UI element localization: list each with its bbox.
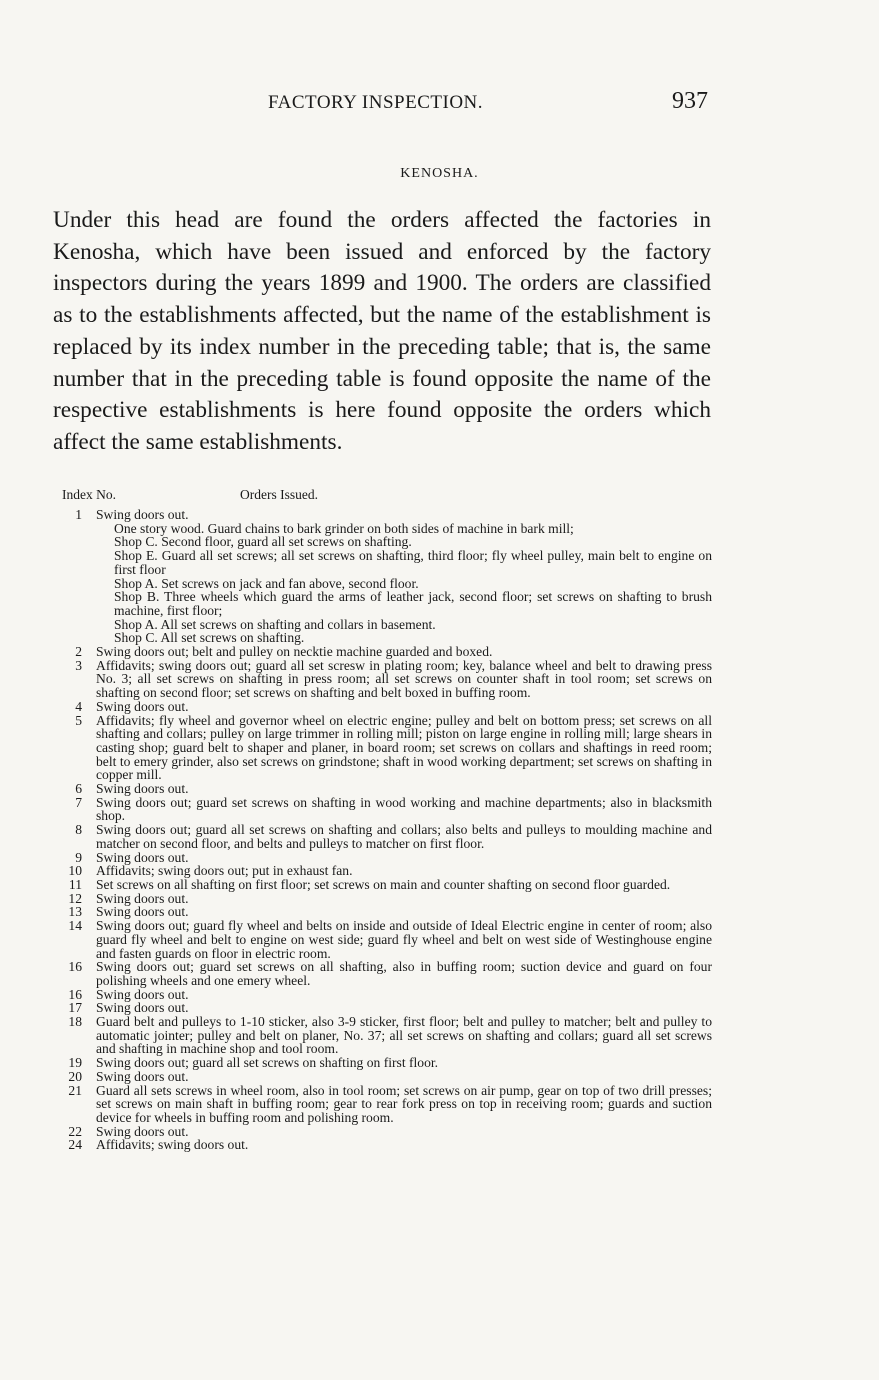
order-entry — [60, 1001, 712, 1015]
entry-index-number: 14 — [68, 918, 82, 934]
entry-index-number: 12 — [68, 890, 82, 906]
entry-index-number: 7 — [75, 794, 82, 810]
order-text: Guard belt and pulleys to 1-10 sticker, also 3-9 sticker, first floor; belt and pulley to matcher; belt and pulley to automatic jointer; pulley and belt on planer, No. 37; all set screws on shafting and collars; guard all set screws and shafting in machine shop and tool room. — [96, 1014, 712, 1057]
order-text: Swing doors out. — [96, 1068, 189, 1084]
order-text: Swing doors out. — [96, 986, 189, 1002]
order-text: Swing doors out. — [96, 904, 189, 920]
entry-index-number: 2 — [75, 644, 82, 660]
order-entry — [60, 988, 712, 1002]
order-text: Affidavits; swing doors out. — [96, 1137, 249, 1153]
order-entry — [60, 1125, 712, 1139]
order-text: Swing doors out; belt and pulley on necktie machine guarded and boxed. — [96, 644, 493, 660]
order-text: Shop E. Guard all set screws; all set screws on shafting, third floor; fly wheel pulley, main belt to engine on first floor — [114, 548, 712, 577]
order-entry — [60, 905, 712, 919]
order-text: Swing doors out; guard all set screws on shafting and collars; also belts and pulleys to moulding machine and matcher on second floor, and belts and pulleys to matcher on first floor. — [96, 822, 712, 851]
order-text: Swing doors out. — [96, 1123, 189, 1139]
entry-index-number: 1 — [75, 507, 82, 522]
page-number: 937 — [672, 88, 708, 114]
section-title: KENOSHA. — [400, 166, 479, 181]
order-entry — [60, 1084, 712, 1125]
order-entry — [60, 796, 712, 823]
entry-index-number: 17 — [68, 1000, 82, 1016]
order-entry — [60, 659, 712, 700]
entry-index-number: 9 — [75, 849, 82, 865]
order-text: Shop C. Second floor, guard all set screws on shafting. — [114, 534, 412, 550]
order-entry — [60, 1056, 712, 1070]
order-entry — [60, 878, 712, 892]
orders-list — [60, 508, 712, 1152]
entry-index-number: 21 — [68, 1082, 82, 1098]
order-entry — [60, 508, 712, 645]
entry-index-number: 3 — [75, 657, 82, 673]
order-text: Swing doors out. — [96, 1000, 189, 1016]
order-text: Swing doors out; guard fly wheel and belts on inside and outside of Ideal Electric engine in center of room; also guard fly wheel and belt to engine on west side; guard fly wheel and belt on west side of Westinghouse engine and fasten guards on floor in electric room. — [96, 918, 712, 961]
order-entry — [60, 851, 712, 865]
entry-index-number: 18 — [68, 1014, 82, 1030]
order-text: Shop B. Three wheels which guard the arms of leather jack, second floor; set screws on shafting to brush machine, first floor; — [114, 589, 712, 618]
order-entry — [60, 960, 712, 987]
order-entry — [60, 823, 712, 850]
order-entry — [60, 864, 712, 878]
entry-index-number: 5 — [75, 712, 82, 728]
entry-index-number: 19 — [68, 1055, 82, 1071]
order-text: Affidavits; fly wheel and governor wheel on electric engine; pulley and belt on bottom press; set screws on all shafting and collars; pulley on large trimmer in rolling mill; piston on large engine in rolling mill; large shears in casting shop; guard belt to shaper and planer, in board room; set screws on collars and shaftings in reed room; belt to emery grinder, also set screws on grindstone; shaft in wood working department; set screws on shafting in copper mill. — [96, 712, 712, 783]
column-header-index: Index No. — [62, 487, 116, 502]
intro-paragraph: Under this head are found the orders affected the factories in Kenosha, which have been issued and enforced by the factory inspectors during the years 1899 and 1900. The orders are classified as to the establishments affected, but the name of the establishment is replaced by its index number in the preceding table; that is, the same number that in the preceding table is found opposite the name of the respective establishments is here found opposite the orders which affect the same establishments. — [53, 207, 711, 455]
entry-index-number: 8 — [75, 822, 82, 838]
order-text: Affidavits; swing doors out; guard all set scresw in plating room; key, balance wheel and belt to drawing press No. 3; all set screws on shafting in press room; all set screws on counter shaft in tool room; set screws on shafting on second floor; set screws on shafting and belt boxed in buffing room. — [96, 657, 712, 701]
order-text: Swing doors out. — [96, 698, 189, 714]
running-title: FACTORY INSPECTION. — [268, 92, 484, 113]
column-header-orders: Orders Issued. — [240, 487, 318, 502]
order-text: Guard all sets screws in wheel room, also in tool room; set screws on air pump, gear on top of two drill presses; set screws on main shaft in buffing room; gear to rear fork press on top in receiving room; guards and suction device for wheels in buffing room and polishing room. — [96, 1082, 712, 1125]
order-text: Set screws on all shafting on first floor; set screws on main and counter shafting on second floor guarded. — [96, 876, 671, 892]
order-text: Swing doors out. — [96, 781, 189, 797]
order-entry — [60, 714, 712, 783]
order-entry — [60, 1070, 712, 1084]
entry-index-number: 13 — [68, 904, 82, 920]
order-entry — [60, 892, 712, 906]
entry-index-number: 16 — [68, 986, 82, 1002]
entry-index-number: 22 — [68, 1123, 82, 1139]
order-entry — [60, 645, 712, 659]
order-text: Swing doors out. — [96, 507, 189, 522]
order-entry — [60, 1138, 712, 1152]
order-entry — [60, 1015, 712, 1056]
order-entry — [60, 782, 712, 796]
entry-index-number: 24 — [68, 1137, 82, 1153]
order-text: One story wood. Guard chains to bark grinder on both sides of machine in bark mill; — [114, 520, 574, 536]
order-text: Shop C. All set screws on shafting. — [114, 630, 305, 646]
order-text: Swing doors out; guard set screws on shafting in wood working and machine departments; also in blacksmith shop. — [96, 794, 712, 824]
order-text: Swing doors out; guard set screws on all shafting, also in buffing room; suction device and guard on four polishing wheels and one emery wheel. — [96, 959, 712, 988]
entry-index-number: 11 — [68, 876, 82, 892]
order-text: Affidavits; swing doors out; put in exhaust fan. — [96, 863, 353, 879]
entry-index-number: 16 — [68, 959, 82, 975]
order-entry — [60, 919, 712, 960]
entry-index-number: 20 — [68, 1068, 82, 1084]
entry-index-number: 10 — [68, 863, 82, 879]
order-entry — [60, 700, 712, 714]
entry-index-number: 4 — [75, 698, 82, 714]
order-text: Swing doors out. — [96, 890, 189, 906]
entry-index-number: 6 — [75, 781, 82, 797]
order-text: Shop A. Set screws on jack and fan above, second floor. — [114, 575, 419, 591]
order-text: Shop A. All set screws on shafting and collars in basement. — [114, 616, 436, 632]
order-text: Swing doors out. — [96, 849, 189, 865]
order-text: Swing doors out; guard all set screws on shafting on first floor. — [96, 1055, 439, 1071]
